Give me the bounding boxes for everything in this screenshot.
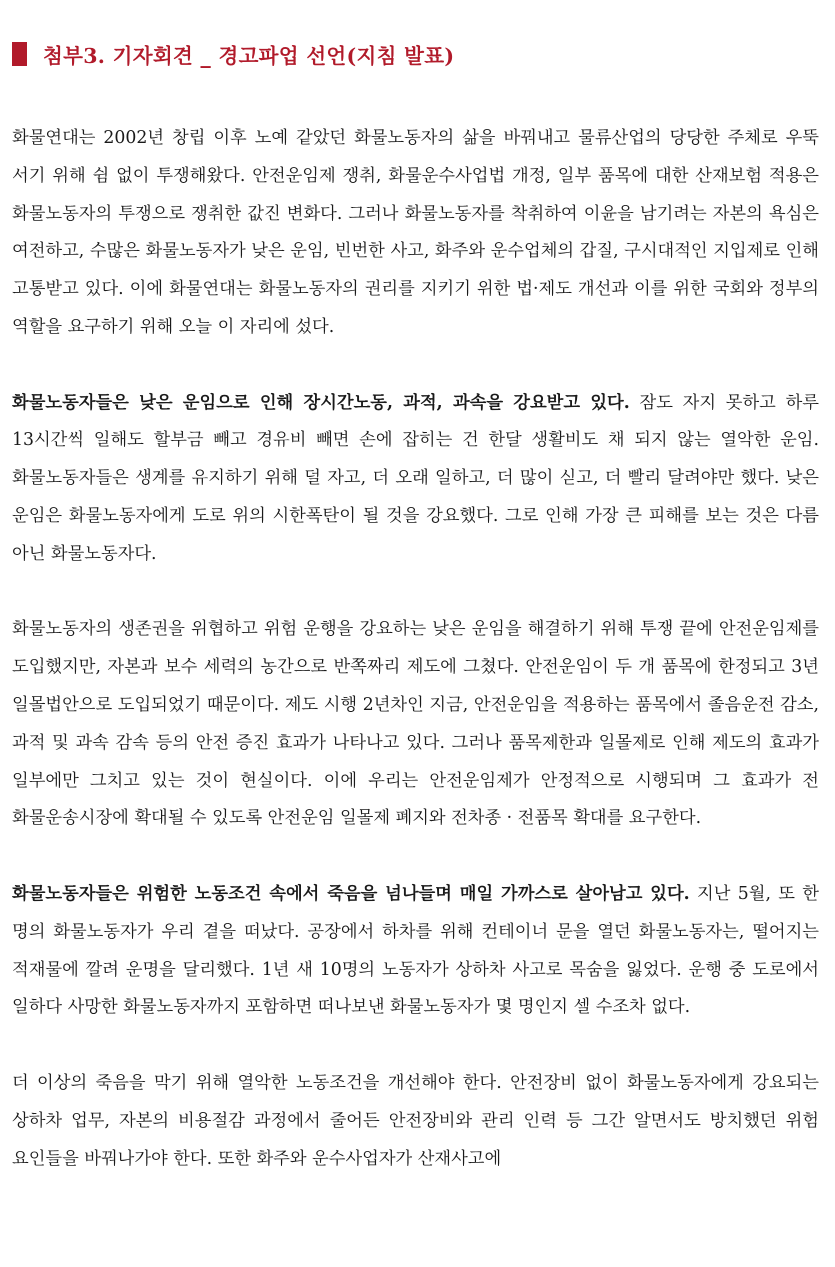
paragraph-safe-rates bbox=[12, 611, 819, 838]
paragraph-body: 잠도 자지 못하고 하루 13시간씩 일해도 할부금 빼고 경유비 빼면 손에 잡히는 건 한달 생활비도 채 되지 않는 열악한 운임. 화물노동자들은 생계를 유지하기 위해 덜 자고, 더 오래 일하고, 더 많이 싣고, 더 빨리 달려야만 했다. 낮은 운임은 화물노동자에게 도로 위의 시한폭탄이 될 것을 강요했다. 그로 인해 가장 큰 피해를 보는 것은 다름 아닌 화물노동자다. bbox=[12, 392, 819, 564]
document-body bbox=[12, 120, 819, 1178]
document-heading bbox=[12, 36, 819, 72]
paragraph-body: 더 이상의 죽음을 막기 위해 열악한 노동조건을 개선해야 한다. 안전장비 없이 화물노동자에게 강요되는 상하차 업무, 자본의 비용절감 과정에서 줄어든 안전장비와 관리 인력 등 그간 알면서도 방치했던 위험 요인들을 바꿔나가야 한다. 또한 화주와 운수사업자가 산재사고에 bbox=[12, 1072, 819, 1169]
paragraph-body: 화물노동자의 생존권을 위협하고 위험 운행을 강요하는 낮은 운임을 해결하기 위해 투쟁 끝에 안전운임제를 도입했지만, 자본과 보수 세력의 농간으로 반쪽짜리 제도에 그쳤다. 안전운임이 두 개 품목에 한정되고 3년 일몰법안으로 도입되었기 때문이다. 제도 시행 2년차인 지금, 안전운임을 적용하는 품목에서 졸음운전 감소, 과적 및 과속 감속 등의 안전 증진 효과가 나타나고 있다. 그러나 품목제한과 일몰제로 인해 제도의 효과가 일부에만 그치고 있는 것이 현실이다. 이에 우리는 안전운임제가 안정적으로 시행되며 그 효과가 전 화물운송시장에 확대될 수 있도록 안전운임 일몰제 폐지와 전차종 · 전품목 확대를 요구한다. bbox=[12, 619, 819, 829]
paragraph-lead: 화물노동자들은 위험한 노동조건 속에서 죽음을 넘나들며 매일 가까스로 살아남고 있다. bbox=[12, 883, 690, 904]
paragraph-intro bbox=[12, 120, 819, 347]
paragraph-low-wages bbox=[12, 385, 819, 574]
paragraph-body: 화물연대는 2002년 창립 이후 노예 같았던 화물노동자의 삶을 바꿔내고 물류산업의 당당한 주체로 우뚝 서기 위해 쉼 없이 투쟁해왔다. 안전운임제 쟁취, 화물운수사업법 개정, 일부 품목에 대한 산재보험 적용은 화물노동자의 투쟁으로 쟁취한 값진 변화다. 그러나 화물노동자를 착취하여 이윤을 남기려는 자본의 욕심은 여전하고, 수많은 화물노동자가 낮은 운임, 빈번한 사고, 화주와 운수업체의 갑질, 구시대적인 지입제로 인해 고통받고 있다. 이에 화물연대는 화물노동자의 권리를 지키기 위한 법·제도 개선과 이를 위한 국회와 정부의 역할을 요구하기 위해 오늘 이 자리에 섰다. bbox=[12, 128, 819, 337]
paragraph-body: 지난 5월, 또 한 명의 화물노동자가 우리 곁을 떠났다. 공장에서 하차를 위해 컨테이너 문을 열던 화물노동자는, 떨어지는 적재물에 깔려 운명을 달리했다. 1년 새 10명의 노동자가 상하차 사고로 목숨을 잃었다. 운행 중 도로에서 일하다 사망한 화물노동자까지 포함하면 떠나보낸 화물노동자가 몇 명인지 셀 수조차 없다. bbox=[12, 883, 819, 1018]
document-title: 첨부3. 기자회견 _ 경고파업 선언(지침 발표) bbox=[43, 44, 455, 68]
paragraph-prevent-deaths bbox=[12, 1065, 819, 1178]
heading-marker-icon bbox=[12, 42, 27, 66]
paragraph-lead: 화물노동자들은 낮은 운임으로 인해 장시간노동, 과적, 과속을 강요받고 있다. bbox=[12, 392, 630, 413]
paragraph-dangerous-conditions bbox=[12, 876, 819, 1027]
